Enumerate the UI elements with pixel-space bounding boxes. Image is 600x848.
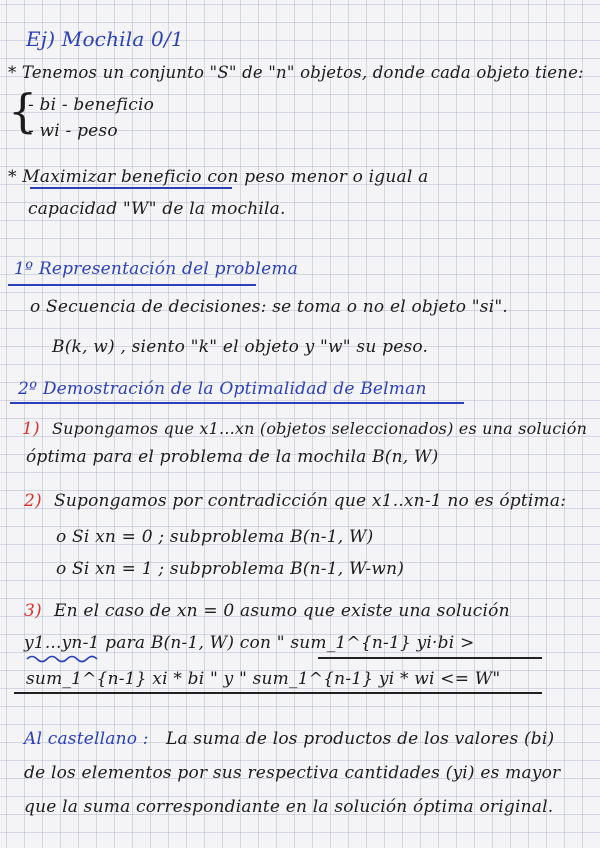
section-1-underline: [8, 284, 256, 286]
section-1-line-1: o Secuencia de decisiones: se toma o no el objeto "si".: [30, 297, 508, 317]
section-1-heading: 1º Representación del problema: [14, 259, 299, 279]
section-2-underline: [10, 402, 464, 404]
note-line-1: La suma de los productos de los valores (bi): [166, 729, 555, 749]
brace-icon: {: [8, 84, 38, 138]
note-line-3: que la suma correspondiante en la solución óptima original.: [24, 797, 554, 817]
point-3-number: 3): [24, 601, 42, 621]
goal-line-2: capacidad "W" de la mochila.: [28, 199, 286, 219]
goal-underline: [30, 187, 232, 189]
point-3-line-2: y1...yn-1 para B(n-1, W) con " sum_1^{n-1} yi·bi >: [24, 633, 475, 653]
section-1-line-2: B(k, w) , siento "k" el objeto y "w" su peso.: [52, 337, 429, 357]
note-line-2: de los elementos por sus respectiva cantidades (yi) es mayor: [24, 763, 561, 783]
formula-underline-2: [14, 692, 542, 694]
note-lead: Al castellano :: [24, 729, 149, 749]
wavy-underline: [26, 654, 102, 664]
point-1-number: 1): [22, 419, 40, 439]
point-3-line-1: En el caso de xn = 0 asumo que existe una solución: [54, 601, 510, 621]
point-2-case-0: o Si xn = 0 ; subproblema B(n-1, W): [56, 527, 374, 547]
point-3-line-3: sum_1^{n-1} xi * bi " y " sum_1^{n-1} yi * wi <= W": [26, 669, 501, 689]
section-2-heading: 2º Demostración de la Optimalidad de Belman: [18, 379, 427, 399]
point-1-line-1: Supongamos que x1...xn (objetos seleccionados) es una solución: [52, 419, 588, 438]
attr-weight: - wi - peso: [28, 121, 118, 141]
point-2-number: 2): [24, 491, 42, 511]
formula-underline-1: [318, 657, 542, 659]
point-2-case-1: o Si xn = 1 ; subproblema B(n-1, W-wn): [56, 559, 405, 579]
point-1-line-2: óptima para el problema de la mochila B(n, W): [26, 447, 439, 467]
intro-line: * Tenemos un conjunto "S" de "n" objetos, donde cada objeto tiene:: [8, 63, 584, 82]
attr-benefit: - bi - beneficio: [28, 95, 155, 115]
goal-line-1: * Maximizar beneficio con peso menor o igual a: [8, 167, 429, 187]
point-2-line-1: Supongamos por contradicción que x1..xn-1 no es óptima:: [54, 491, 567, 511]
page-title: Ej) Mochila 0/1: [26, 27, 184, 51]
